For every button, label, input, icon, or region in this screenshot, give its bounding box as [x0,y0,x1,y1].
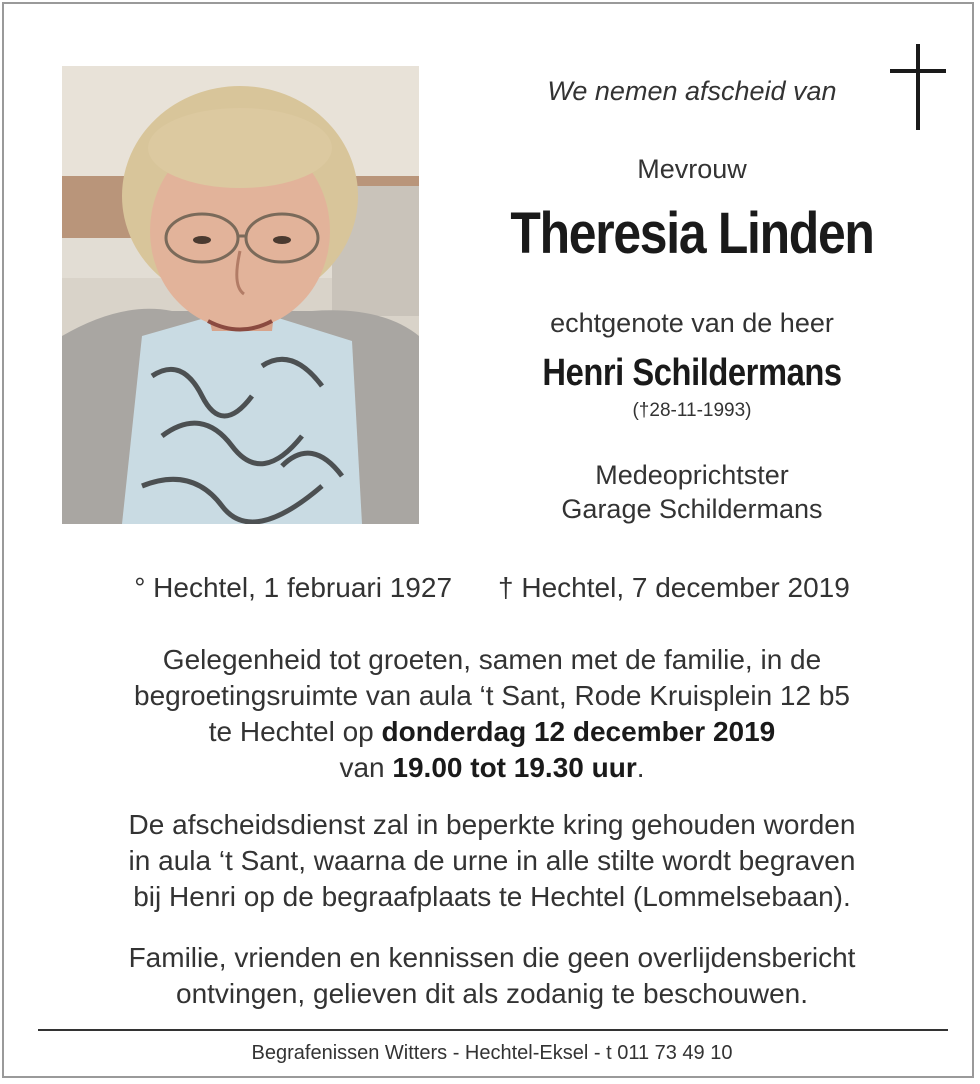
funeral-home-footer: Begrafenissen Witters - Hechtel-Eksel - t 011 73 49 10 [251,1042,733,1064]
service-line-3: bij Henri op de begraafplaats te Hechtel (Lommelsebaan). [133,881,851,912]
deceased-name: Theresia Linden [510,201,874,266]
life-dates [4,572,980,604]
role-text [434,458,950,526]
closing-line-2: ontvingen, gelieven dit als zodanig te beschouwen. [176,978,808,1009]
service-line-1: De afscheidsdienst zal in beperkte kring gehouden worden [128,809,856,840]
visitation-date: donderdag 12 december 2019 [381,716,776,747]
portrait-illustration [62,66,419,524]
footer-divider [38,1029,948,1031]
spouse-intro: echtgenote van de heer [550,308,834,338]
visitation-line-4 [34,750,950,786]
visitation-line-2: begroetingsruimte van aula ‘t Sant, Rode Kruisplein 12 b5 [134,680,850,711]
closing-line-1: Familie, vrienden en kennissen die geen overlijdensbericht [128,942,856,973]
role-line-2: Garage Schildermans [561,494,823,524]
visitation-time: 19.00 tot 19.30 uur [392,752,637,783]
service-paragraph [34,807,950,915]
closing-paragraph [34,940,950,1012]
salutation: Mevrouw [637,154,747,184]
visitation-line-1: Gelegenheid tot groeten, samen met de familie, in de [162,644,822,675]
spouse-death-date: (†28-11-1993) [632,400,752,421]
visitation-line-4-prefix: van [339,752,393,783]
spouse-name: Henri Schildermans [542,352,842,394]
obituary-card [2,2,974,1078]
service-line-2: in aula ‘t Sant, waarna de urne in alle stilte wordt begraven [128,845,856,876]
visitation-line-3 [34,714,950,750]
intro-text: We nemen afscheid van [547,76,837,106]
portrait-photo [62,66,419,524]
visitation-paragraph [34,642,950,786]
birth-date: ° Hechtel, 1 februari 1927 [134,572,453,603]
role-line-1: Medeoprichtster [595,460,789,490]
visitation-line-4-suffix: . [636,752,645,783]
visitation-line-3-prefix: te Hechtel op [208,716,382,747]
death-date: † Hechtel, 7 december 2019 [498,572,850,603]
